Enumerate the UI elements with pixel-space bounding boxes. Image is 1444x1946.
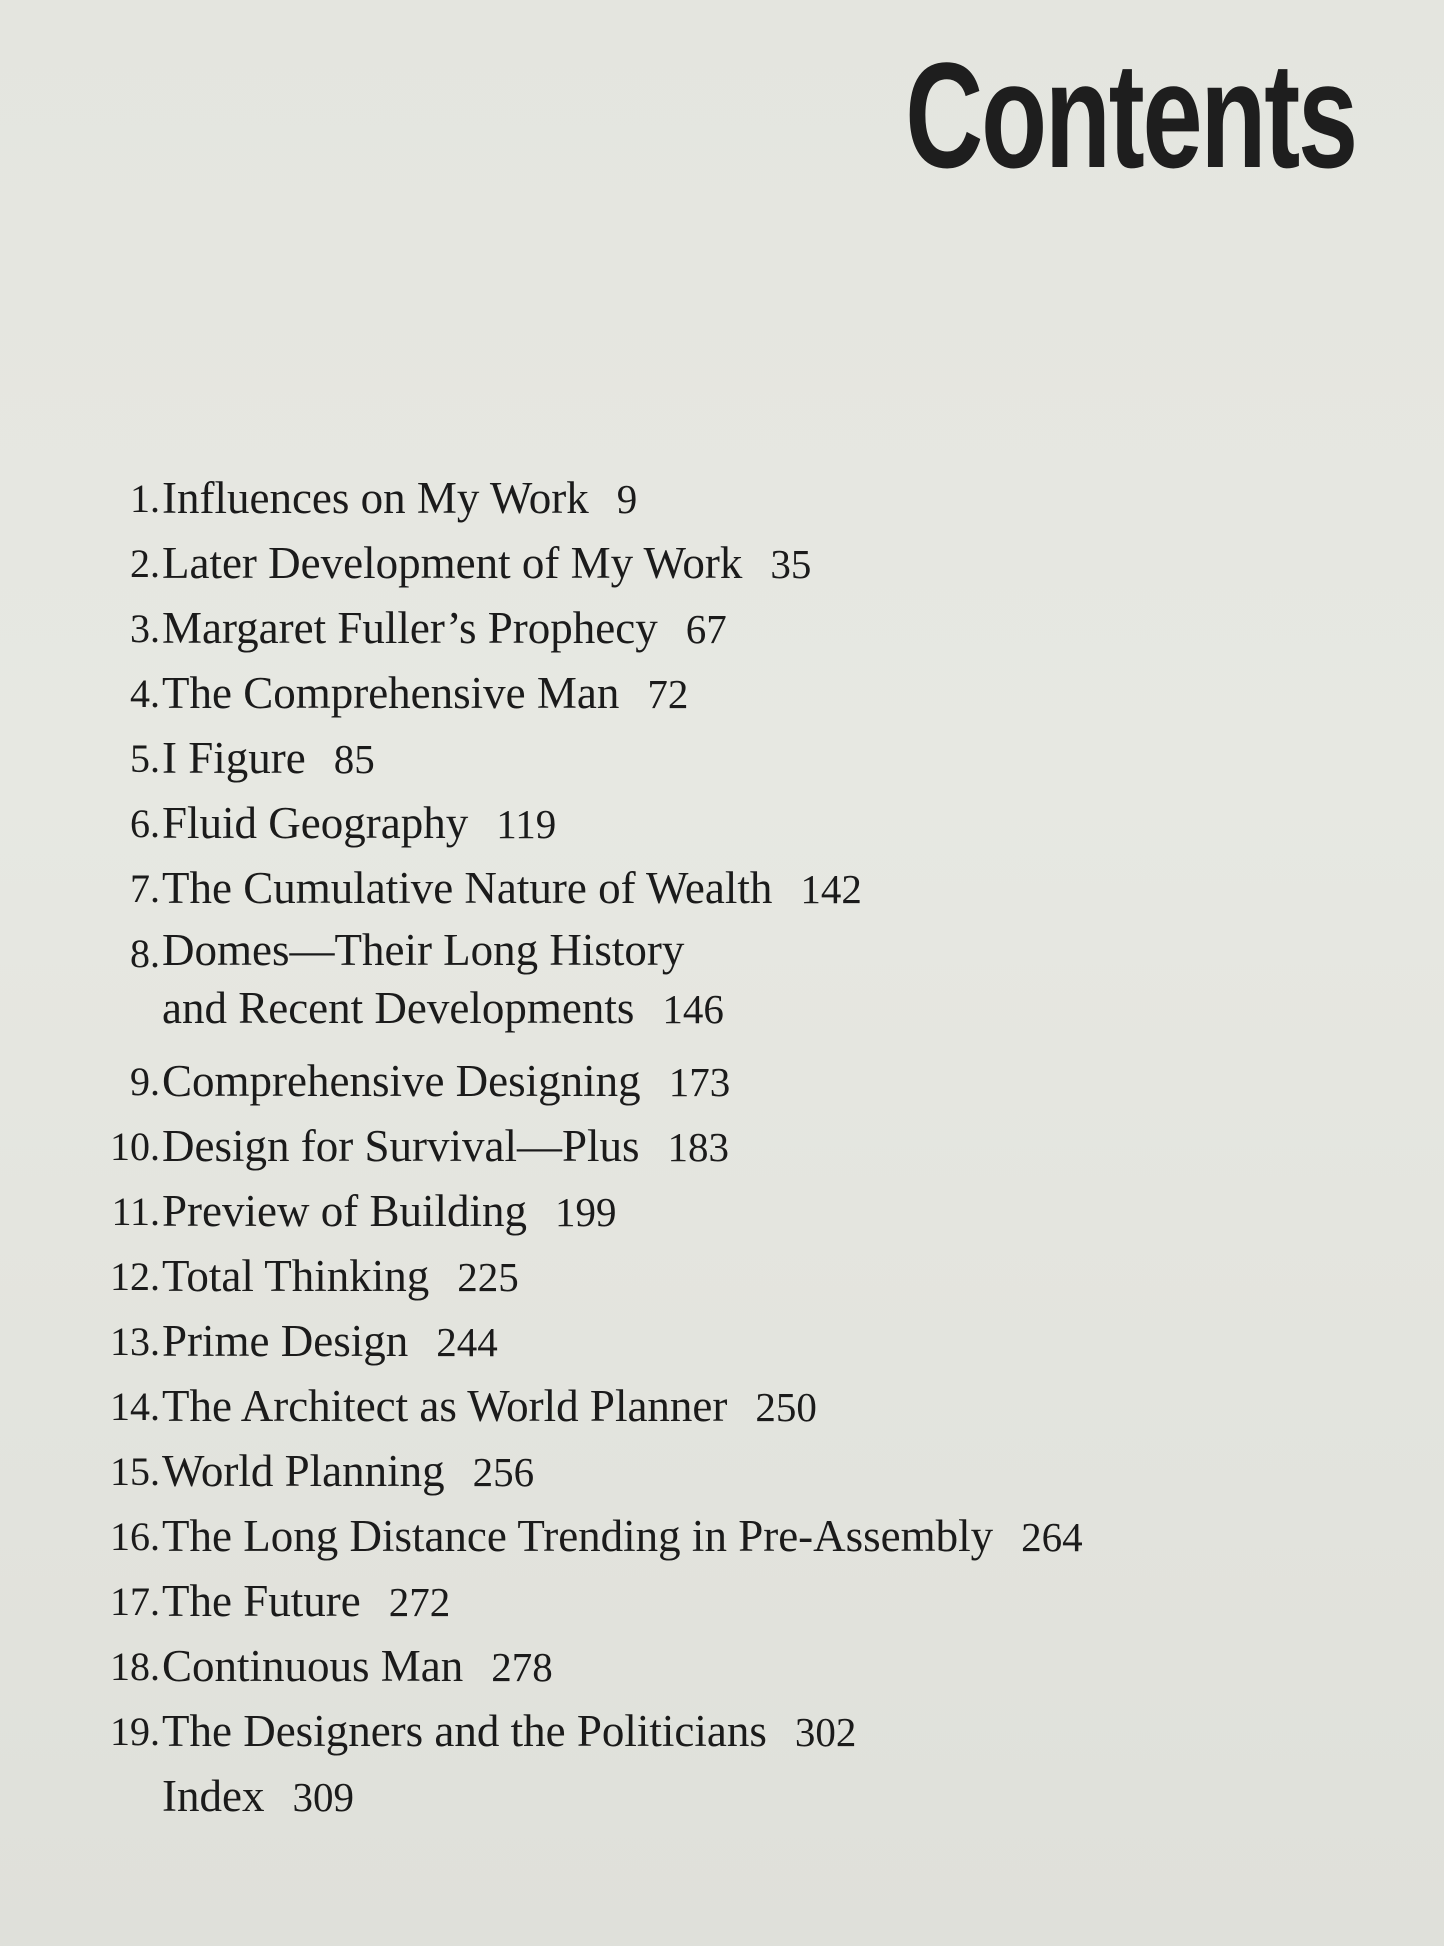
chapter-title: Preview of Building xyxy=(162,1186,527,1236)
toc-entry xyxy=(0,1569,1360,1634)
chapter-title: The Cumulative Nature of Wealth xyxy=(162,863,773,913)
toc-entry xyxy=(0,856,1360,921)
chapter-number: 14. xyxy=(110,1384,160,1429)
chapter-number: 16. xyxy=(110,1514,160,1559)
page-number: 67 xyxy=(685,606,727,652)
chapter-number: 18. xyxy=(110,1644,160,1689)
page-number: 244 xyxy=(436,1319,498,1365)
chapter-title: Continuous Man xyxy=(162,1641,464,1691)
toc-entry xyxy=(0,1634,1360,1699)
chapter-number: 19. xyxy=(110,1709,160,1754)
page-title: Contents xyxy=(905,31,1356,199)
toc-entry xyxy=(0,1179,1360,1244)
page-number: 72 xyxy=(647,671,689,717)
page-number: 272 xyxy=(388,1579,451,1625)
page-number: 256 xyxy=(472,1449,535,1495)
page-number: 85 xyxy=(333,736,375,782)
page-number: 9 xyxy=(616,476,638,522)
chapter-number: 7. xyxy=(130,866,160,911)
chapter-title: The Designers and the Politicians xyxy=(162,1706,767,1756)
toc-entry xyxy=(0,726,1360,791)
page-number: 302 xyxy=(794,1709,857,1755)
chapter-number: 5. xyxy=(130,736,160,781)
chapter-number: 2. xyxy=(130,541,160,586)
chapter-number: 4. xyxy=(130,671,160,716)
chapter-title: World Planning xyxy=(162,1446,445,1496)
chapter-title: The Architect as World Planner xyxy=(162,1381,728,1431)
page-number: 173 xyxy=(668,1059,731,1105)
page-number: 199 xyxy=(554,1189,617,1235)
toc-entry xyxy=(0,1244,1360,1309)
table-of-contents xyxy=(0,466,1360,1829)
chapter-number: 9. xyxy=(130,1059,160,1104)
page-number: 146 xyxy=(662,986,724,1032)
chapter-title-continued: and Recent Developments xyxy=(162,983,635,1033)
toc-entry xyxy=(0,466,1360,531)
toc-entry xyxy=(0,1309,1360,1374)
page-number: 264 xyxy=(1021,1514,1083,1560)
toc-entry xyxy=(0,1699,1360,1764)
toc-entry xyxy=(0,661,1360,726)
chapter-title: Domes—Their Long History xyxy=(162,925,685,975)
chapter-title: Comprehensive Designing xyxy=(162,1056,641,1106)
toc-entry xyxy=(0,1114,1360,1179)
chapter-title: Prime Design xyxy=(162,1316,409,1366)
chapter-title: Fluid Geography xyxy=(162,798,469,848)
chapter-number: 10. xyxy=(110,1124,160,1169)
chapter-number: 15. xyxy=(110,1449,160,1494)
chapter-number: 3. xyxy=(130,606,160,651)
page-number: 183 xyxy=(667,1124,729,1170)
chapter-number: 11. xyxy=(111,1189,160,1234)
toc-entry-index xyxy=(0,1764,1360,1829)
index-title: Index xyxy=(162,1771,265,1821)
chapter-title: The Future xyxy=(162,1576,361,1626)
toc-entry xyxy=(0,531,1360,596)
page-number: 225 xyxy=(457,1254,519,1300)
page-number: 119 xyxy=(496,801,557,847)
toc-entry xyxy=(0,1439,1360,1504)
page-number: 309 xyxy=(292,1774,354,1820)
chapter-number: 6. xyxy=(130,801,160,846)
page-number: 278 xyxy=(491,1644,553,1690)
toc-entry xyxy=(0,1049,1360,1114)
chapter-title: Margaret Fuller’s Prophecy xyxy=(162,603,658,653)
chapter-title: Design for Survival—Plus xyxy=(162,1121,640,1171)
chapter-title: The Long Distance Trending in Pre-Assembly xyxy=(162,1511,994,1561)
chapter-number: 8. xyxy=(130,931,160,976)
toc-entry xyxy=(0,596,1360,661)
chapter-title: The Comprehensive Man xyxy=(162,668,620,718)
chapter-title: I Figure xyxy=(162,733,306,783)
toc-entry xyxy=(0,921,1360,1049)
chapter-number: 1. xyxy=(130,476,160,521)
toc-entry xyxy=(0,1374,1360,1439)
page-number: 250 xyxy=(755,1384,817,1430)
chapter-title: Influences on My Work xyxy=(162,473,589,523)
page-number: 142 xyxy=(800,866,862,912)
chapter-number: 12. xyxy=(110,1254,160,1299)
chapter-title: Total Thinking xyxy=(162,1251,430,1301)
toc-entry xyxy=(0,1504,1360,1569)
chapter-number: 13. xyxy=(110,1319,160,1364)
chapter-title: Later Development of My Work xyxy=(162,538,743,588)
page-number: 35 xyxy=(770,541,812,587)
chapter-number: 17. xyxy=(110,1579,160,1624)
toc-entry xyxy=(0,791,1360,856)
